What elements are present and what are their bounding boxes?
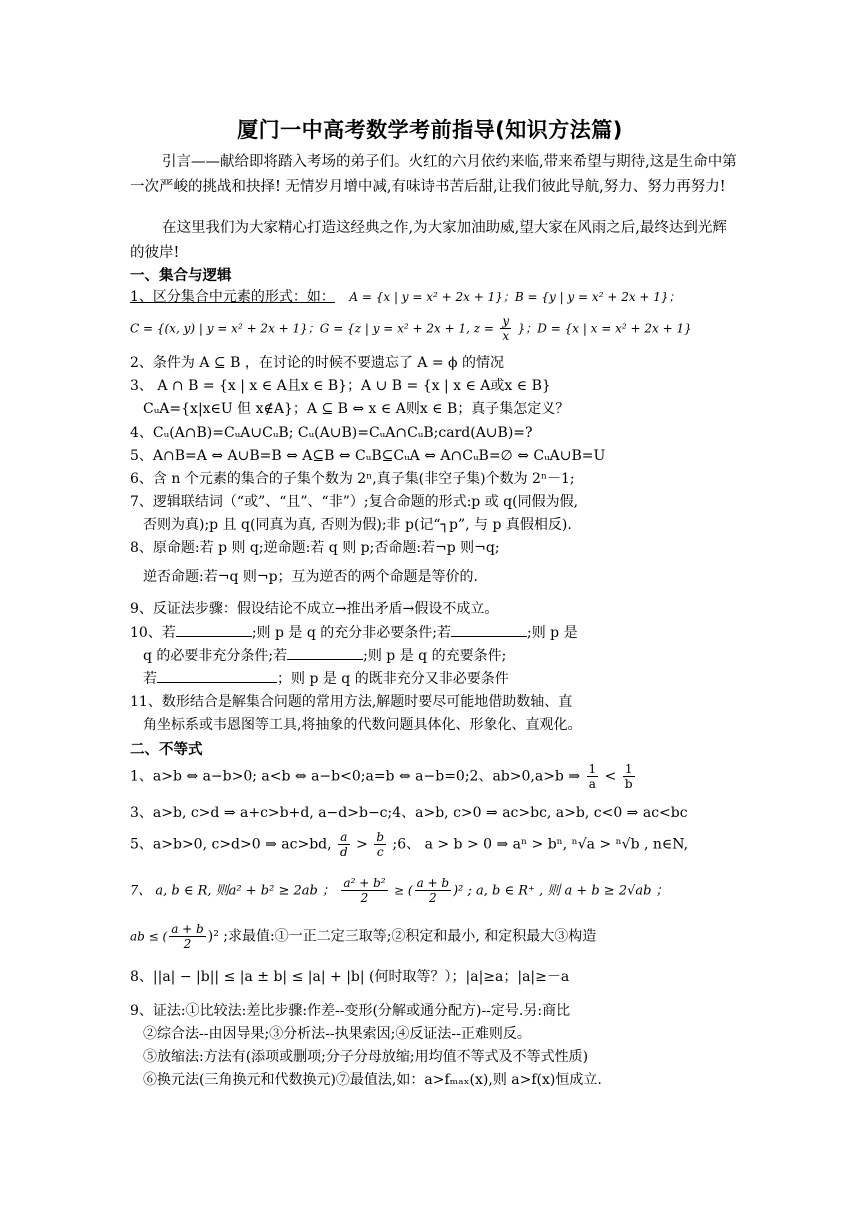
item-1-10a: 10、若 ;则 p 是 q 的充分非必要条件;若 ;则 p 是 <box>130 622 578 644</box>
item-2-1: 1、a>b ⇔ a−b>0; a<b ⇔ a−b<0;a=b ⇔ a−b=0;2、ab>0,a>b ⇒ $\frac{1}{a}$ < $\frac{1}{b}$ <box>130 762 633 791</box>
item-1-5: 5、A∩B=A ⇔ A∪B=B ⇔ A⊆B ⇔ CᵤB⊆CᵤA ⇔ A∩CᵤB=∅ ⇔ CᵤA∪B=U <box>130 448 606 464</box>
item-1-1-cont <box>130 314 692 343</box>
item-2-9c: ⑤放缩法:方法有(添项或删项;分子分母放缩;用均值不等式及不等式性质) <box>143 1049 589 1065</box>
item-2-7: 7、 a, b ∈ R, 则a² + b² ≥ 2ab ； $\frac{\text{a² + b²}}{2}$ ≥ ( $\frac{a + b}{2}$ )² ; a, b ∈ R⁺ , 则 a + b ≥ 2√ab ； <box>130 876 669 905</box>
item-2-8: 8、||a| − |b|| ≤ |a ± b| ≤ |a| + |b| (何时取等？）；|a|≥a；|a|≥－a <box>130 969 570 985</box>
fill-blank <box>157 668 277 683</box>
fraction-1-over-a: $\frac{1}{a}$ <box>588 762 597 791</box>
item-1-4: 4、Cᵤ(A∩B)=CᵤA∪CᵤB; Cᵤ(A∪B)=CᵤA∩CᵤB;card(A∪B)=? <box>130 425 533 441</box>
fill-blank <box>451 622 527 637</box>
item-2-3: 3、a>b, c>d ⇒ a+c>b+d, a−d>b−c;4、a>b, c>0 ⇒ ac>bc, a>b, c<0 ⇒ ac<bc <box>130 805 688 821</box>
fill-blank <box>287 645 363 660</box>
fraction-a-plus-b-over-2: $\frac{a + b}{2}$ <box>171 922 204 951</box>
fraction-y-over-x: $\frac{y}{x}$ <box>502 314 510 343</box>
section-1-heading: 一、集合与逻辑 <box>130 268 232 284</box>
item-1-1-formula-ab: A = {x | y = x² + 2x + 1}；B = {y | y = x² + 2x + 1}； <box>349 290 681 304</box>
item-1-2: 2、条件为 A ⊆ B ，在讨论的时候不要遗忘了 A = ϕ 的情况 <box>130 355 505 371</box>
item-1-10c: 若 ；则 p 是 q 的既非充分又非必要条件 <box>143 668 509 690</box>
item-1-1-label: 1、区分集合中元素的形式：如： <box>130 289 335 305</box>
item-1-1-formula-d: }；D = {x | x = x² + 2x + 1} <box>517 321 692 336</box>
item-1-7a: 7、逻辑联结词（“或”、“且”、“非”）;复合命题的形式:p 或 q(同假为假, <box>130 494 579 510</box>
fraction-a-over-d: $\frac{a}{d}$ <box>340 830 348 859</box>
fraction-b-over-c: $\frac{b}{c}$ <box>376 830 385 859</box>
item-2-7-cont: ab ≤ ( $\frac{a + b}{2}$ )² ;求最值:①一正二定三取等;②积定和最小, 和定积最大③构造 <box>130 922 597 951</box>
fraction-sum-squares-over-2: $\frac{\text{a² + b²}}{2}$ <box>343 876 386 905</box>
intro-paragraph-2: 在这里我们为大家精心打造这经典之作,为大家加油助威,望大家在风雨之后,最终达到光辉的彼岸! <box>130 220 727 261</box>
fraction-1-over-b: $\frac{1}{b}$ <box>624 762 633 791</box>
item-2-9a: 9、证法:①比较法:差比步骤:作差--变形(分解或通分配方)--定号.另:商比 <box>130 1003 571 1019</box>
item-1-1-formula-cg: C = {(x, y) | y = x² + 2x + 1}；G = {z | y = x² + 2x + 1, z = <box>130 321 494 336</box>
item-1-10b: q 的必要非充分条件;若 ;则 p 是 q 的充要条件; <box>143 645 506 667</box>
item-2-9d: ⑥换元法(三角换元和代数换元)⑦最值法,如：a>fₘₐₓ(x),则 a>f(x)恒成立. <box>143 1072 602 1088</box>
item-1-8b: 逆否命题:若¬q 则¬p；互为逆否的两个命题是等价的. <box>143 569 479 585</box>
item-1-1 <box>130 286 681 308</box>
item-1-3b: CᵤA={x|x∈U 但 x∉A}；A ⊆ B ⇔ x ∈ A则x ∈ B；真子集怎定义？ <box>143 401 570 417</box>
item-1-11a: 11、数形结合是解集合问题的常用方法,解题时要尽可能地借助数轴、直 <box>130 694 573 710</box>
item-1-9: 9、反证法步骤：假设结论不成立→推出矛盾→假设不成立。 <box>130 601 499 617</box>
item-1-11b: 角坐标系或韦恩图等工具,将抽象的代数问题具体化、形象化、直观化。 <box>143 717 582 733</box>
item-2-5: 5、a>b>0, c>d>0 ⇒ ac>bd, $\frac{a}{d}$ > $\frac{b}{c}$ ;6、 a > b > 0 ⇒ aⁿ > bⁿ, ⁿ√a > ⁿ√b , n∈N, <box>130 830 689 859</box>
fill-blank <box>176 622 252 637</box>
item-1-6: 6、含 n 个元素的集合的子集个数为 2ⁿ,真子集(非空子集)个数为 2ⁿ－1; <box>130 471 575 487</box>
item-1-8a: 8、原命题:若 p 则 q;逆命题:若 q 则 p;否命题:若¬p 则¬q; <box>130 540 500 556</box>
item-1-3a: 3、 A ∩ B = {x | x ∈ A且x ∈ B}；A ∪ B = {x | x ∈ A或x ∈ B} <box>130 378 551 394</box>
intro-paragraph-1: 引言——献给即将踏入考场的弟子们。火红的六月依约来临,带来希望与期待,这是生命中第一次严峻的挑战和抉择! 无情岁月增中减,有味诗书苦后甜,让我们彼此导航,努力、努力再努力! <box>130 154 737 195</box>
item-2-9b: ②综合法--由因导果;③分析法--执果索因;④反证法--正难则反。 <box>143 1026 531 1042</box>
section-2-heading: 二、不等式 <box>130 742 203 758</box>
fraction-a-plus-b-over-2: $\frac{a + b}{2}$ <box>416 876 450 905</box>
document-title: 厦门一中高考数学考前指导(知识方法篇) <box>237 118 623 142</box>
item-1-7b: 否则为真);p 且 q(同真为真, 否则为假);非 p(记“┐p”, 与 p 真假相反). <box>143 517 572 533</box>
